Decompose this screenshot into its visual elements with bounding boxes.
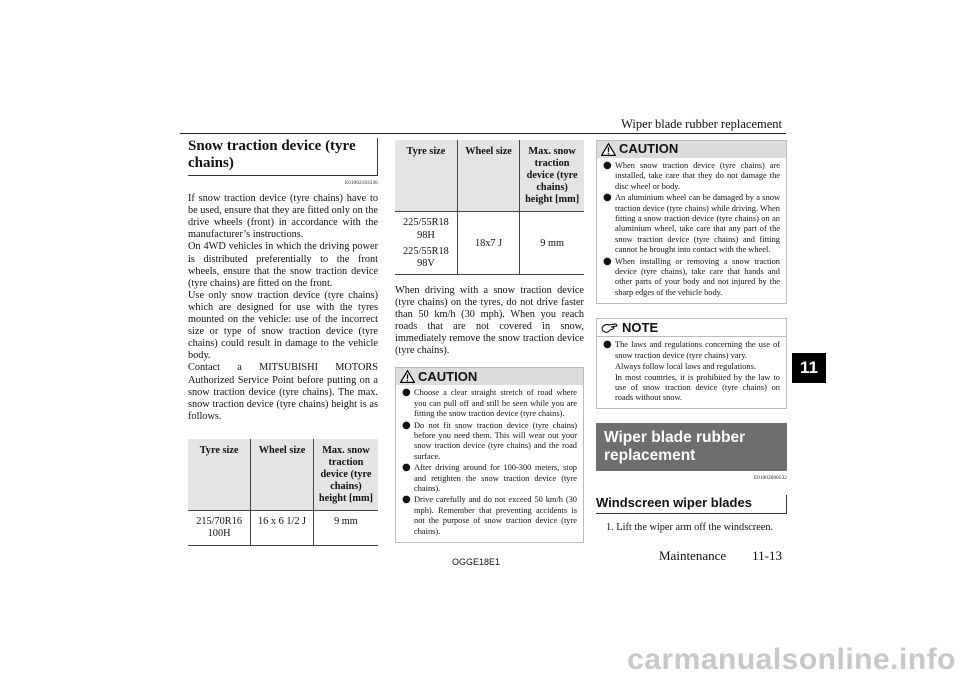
column-left [188, 138, 378, 546]
header-rule [180, 133, 786, 134]
table-cell: 9 mm [313, 511, 378, 545]
caution-label: CAUTION [418, 368, 478, 384]
caution-body [597, 158, 786, 303]
chapter-tab: 11 [792, 353, 826, 383]
list-item [402, 421, 577, 463]
caution-header [396, 368, 583, 385]
caution-header [597, 141, 786, 158]
list-item [603, 161, 780, 192]
list-item [603, 257, 780, 299]
footer-code: OGGE18E1 [452, 557, 501, 567]
running-head: Wiper blade rubber replacement [621, 117, 782, 131]
table-row [395, 212, 584, 274]
step-1: 1. Lift the wiper arm off the windscreen. [606, 521, 774, 533]
tyre-size: 225/55R18 98H [403, 217, 449, 241]
table-cell: 18x7 J [457, 212, 519, 274]
table-cell: 16 x 6 1/2 J [251, 511, 314, 545]
list-item-text: Drive carefully and do not exceed 50 km/h (30 mph). Remember that preventing accidents is not the purpose of snow traction device (tyre chains). [414, 495, 577, 536]
paragraph: If snow traction device (tyre chains) have to be used, ensure that they are fitted only on the drive wheels (front) in accordance with the manufacturer’s instructions. [188, 193, 378, 241]
table-header: Wheel size [457, 140, 519, 212]
chapter-heading-band: Wiper blade rubber replacement [596, 423, 787, 471]
note-header [597, 319, 786, 337]
bullet-icon: ● [402, 387, 411, 399]
caution-box [596, 140, 787, 304]
chapter-code: E01002600532 [754, 475, 787, 481]
table-cell-tyre-sizes [395, 212, 457, 274]
list-item [603, 340, 780, 361]
caution-label: CAUTION [619, 141, 679, 157]
note-line: Always follow local laws and regulations. [615, 362, 756, 372]
driving-paragraph: When driving with a snow traction device (tyre chains) on the tyres, do not drive faster than 50 km/h (30 mph). When you reach roads that are not covered in snow, immediately remove the snow traction device (tyre chains). [395, 284, 584, 357]
bullet-icon: ● [402, 419, 411, 431]
footer-section: Maintenance [659, 548, 727, 563]
bullet-icon: ● [603, 339, 612, 351]
table-header: Max. snow traction device (tyre chains) height [mm] [520, 140, 584, 212]
table-header: Max. snow traction device (tyre chains) height [mm] [313, 439, 378, 511]
table-header: Wheel size [251, 439, 314, 511]
bullet-icon: ● [603, 160, 612, 171]
warning-triangle-icon [400, 370, 415, 383]
paragraph: On 4WD vehicles in which the driving power is distributed preferentially to the front wheels, ensure that the snow traction device (tyre chains) are fitted on the front. [188, 241, 378, 289]
paragraph: Contact a MITSUBISHI MOTORS Authorized Service Point before putting on a snow traction device (tyre chains). The max. snow traction device (tyre chains) height is as follows. [188, 362, 378, 422]
table-cell: 215/70R16 100H [188, 511, 251, 545]
bullet-icon: ● [402, 494, 411, 506]
tyre-size: 225/55R18 98V [403, 245, 449, 269]
section-title: Snow traction device (tyre chains) [188, 138, 378, 176]
list-item-text: The laws and regulations concerning the use of snow traction device (tyre chains) vary. [615, 340, 780, 360]
list-item-text: When snow traction device (tyre chains) are installed, take care that they do not damage the disc wheel or body. [615, 161, 780, 191]
list-item [402, 495, 577, 537]
table-cell: 9 mm [520, 212, 584, 274]
column-right [596, 140, 787, 534]
list-item-text: Choose a clear straight stretch of road where you can pull off and still be seen while you are fitting the snow traction device (tyre chains). [414, 388, 577, 419]
watermark: carmanualsonline.info [627, 643, 956, 676]
list-item-text: Do not fit snow traction device (tyre chains) before you need them. This will wear out your snow traction device (tyre chains) and the road surface. [414, 420, 577, 461]
footer-page-info [659, 548, 782, 564]
warning-triangle-icon [601, 143, 616, 156]
list-item-text: After driving around for 100-300 meters, stop and retighten the snow traction device (tyre chains). [414, 463, 577, 494]
note-body [597, 337, 786, 407]
table-header: Tyre size [188, 439, 251, 511]
note-line: In most countries, it is prohibited by the law to use of snow traction device (tyre chains) on roads without snow. [615, 372, 780, 403]
list-item-text: An aluminium wheel can be damaged by a snow traction device (tyre chains) while driving. When fitting a snow traction device (tyre chains) on an aluminium wheel, take care that any part of the snow traction device (tyre chains) and fitting cannot be brought into contact with the wheel. [615, 193, 780, 255]
table-row [188, 511, 378, 545]
list-item-text: When installing or removing a snow traction device (tyre chains), take care that hands and other parts of your body and not injured by the sharp edges of the vehicle body. [615, 256, 780, 297]
section-code: E01002103336 [345, 181, 378, 186]
note-box [596, 318, 787, 408]
note-hand-icon [601, 321, 619, 334]
column-middle [395, 140, 584, 543]
caution-body [396, 385, 583, 542]
footer-page-number: 11-13 [752, 548, 782, 563]
table-header: Tyre size [395, 140, 457, 212]
note-label: NOTE [622, 319, 659, 335]
subsection-title: Windscreen wiper blades [596, 495, 787, 514]
caution-box [395, 367, 584, 543]
chain-height-table-2 [395, 140, 584, 275]
bullet-icon: ● [603, 255, 612, 267]
paragraph: Use only snow traction device (tyre chains) which are designed for use with the tyres mounted on the vehicle: use of the incorrect size or type of snow traction device (tyre chains) could result in damage to the vehicle body. [188, 289, 378, 362]
list-item [603, 193, 780, 255]
list-item [402, 388, 577, 419]
list-item [402, 463, 577, 494]
bullet-icon: ● [402, 462, 411, 474]
bullet-icon: ● [603, 192, 612, 204]
chain-height-table-1 [188, 439, 378, 546]
